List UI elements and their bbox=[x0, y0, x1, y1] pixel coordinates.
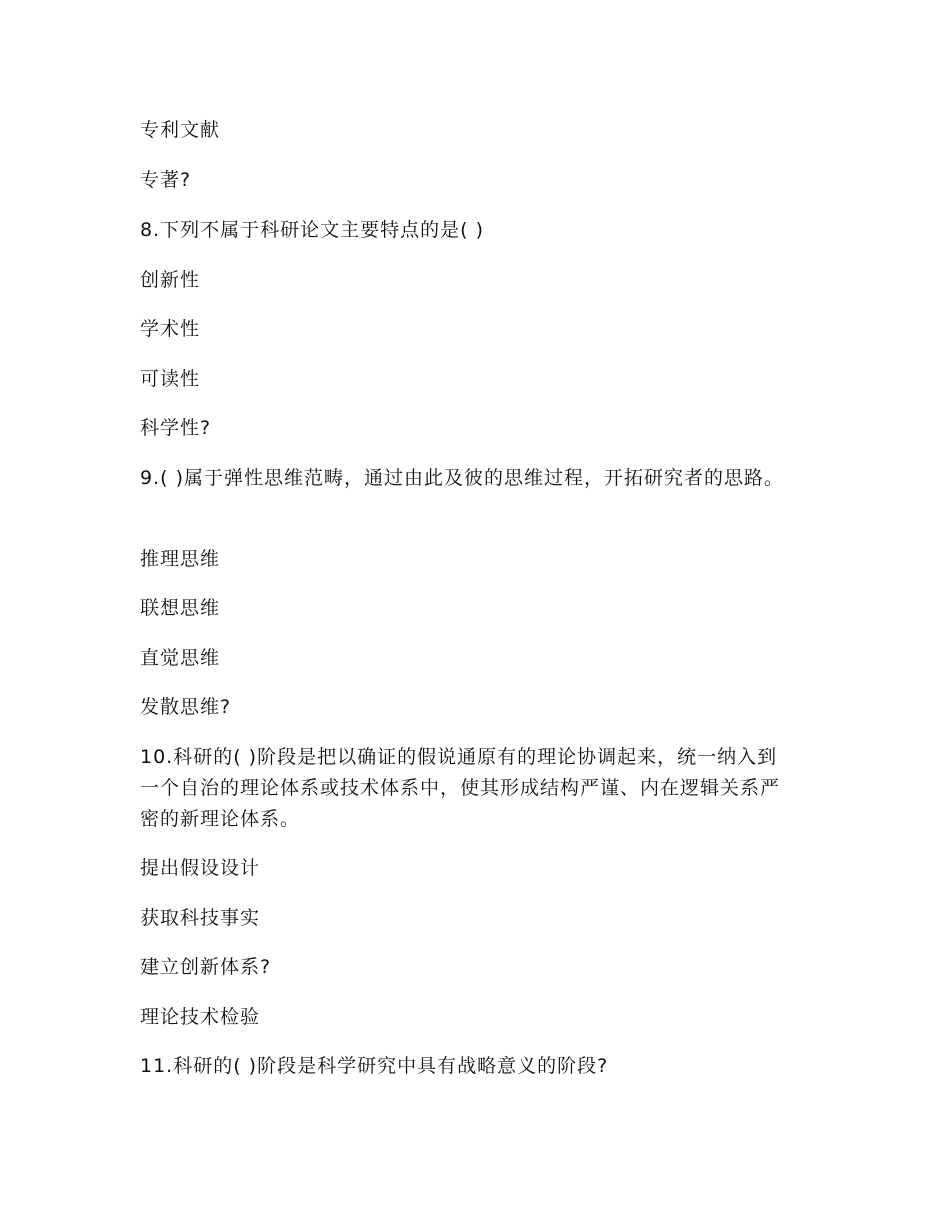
question-10-line-2: 一个自治的理论体系或技术体系中，使其形成结构严谨、内在逻辑关系严 bbox=[140, 777, 781, 799]
question-11: 11.科研的( )阶段是科学研究中具有战略意义的阶段? bbox=[140, 1055, 609, 1077]
question-9: 9.( )属于弹性思维范畴，通过由此及彼的思维过程，开拓研究者的思路。 bbox=[140, 467, 784, 489]
option-text: 专利文献 bbox=[140, 119, 221, 141]
option-text: 建立创新体系? bbox=[140, 956, 272, 978]
option-text: 科学性? bbox=[140, 417, 212, 439]
option-text: 创新性 bbox=[140, 269, 201, 291]
question-10-line-1: 10.科研的( )阶段是把以确证的假说通原有的理论协调起来，统一纳入到 bbox=[140, 746, 778, 768]
option-text: 学术性 bbox=[140, 318, 201, 340]
option-text: 可读性 bbox=[140, 368, 201, 390]
option-text: 理论技术检验 bbox=[140, 1006, 261, 1028]
option-text: 发散思维? bbox=[140, 696, 232, 718]
question-8: 8.下列不属于科研论文主要特点的是( ) bbox=[140, 219, 484, 241]
question-10-line-3: 密的新理论体系。 bbox=[140, 808, 301, 830]
option-text: 直觉思维 bbox=[140, 647, 221, 669]
option-text: 专著? bbox=[140, 169, 192, 191]
option-text: 获取科技事实 bbox=[140, 907, 261, 929]
option-text: 提出假设设计 bbox=[140, 857, 261, 879]
option-text: 联想思维 bbox=[140, 597, 221, 619]
option-text: 推理思维 bbox=[140, 548, 221, 570]
